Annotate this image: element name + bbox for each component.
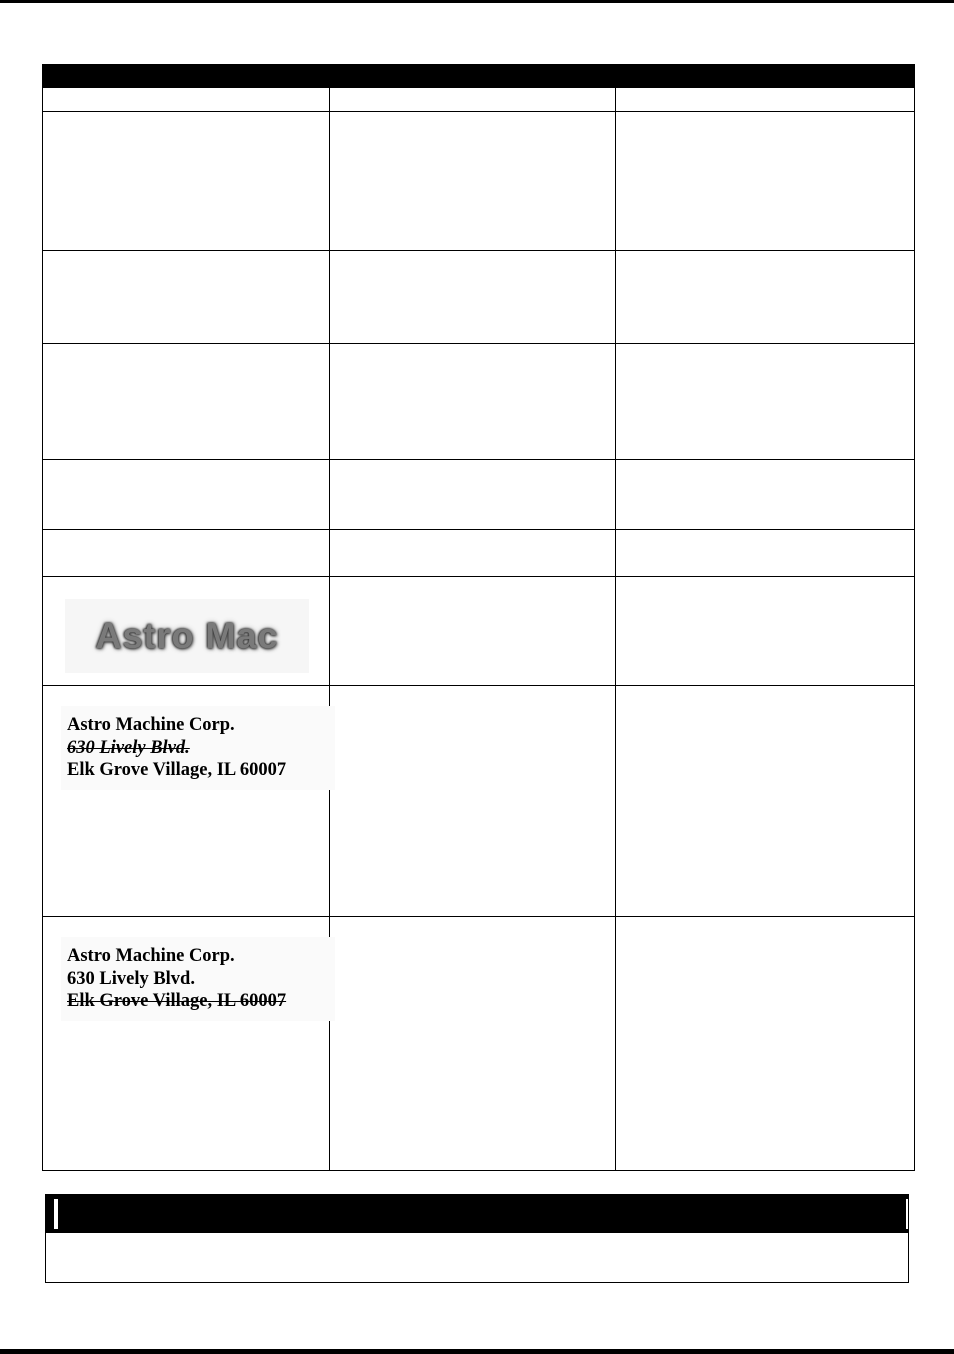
table-row	[43, 88, 915, 112]
table-row	[43, 530, 915, 577]
address-line-company: Astro Machine Corp.	[67, 715, 235, 735]
note-bar-notch	[54, 1199, 58, 1229]
address-line-city: Elk Grove Village, IL 60007	[67, 991, 287, 1011]
table-cell	[43, 460, 330, 530]
table-cell	[43, 88, 330, 112]
scratched-print-sample-cell	[43, 917, 330, 1171]
table-row	[43, 577, 915, 686]
table-row	[43, 112, 915, 251]
address-line-company: Astro Machine Corp.	[67, 946, 235, 966]
blurred-print-sample-cell	[43, 577, 330, 686]
scratched-address-sample	[61, 937, 335, 1021]
address-line-street: 630 Lively Blvd.	[67, 968, 195, 989]
table-cell	[330, 251, 616, 344]
table-cell	[616, 344, 915, 460]
table-cell	[616, 917, 915, 1171]
table-row	[43, 251, 915, 344]
top-rule	[0, 0, 954, 3]
table-cell	[616, 88, 915, 112]
address-line-city: Elk Grove Village, IL 60007	[67, 760, 287, 780]
table-cell	[330, 88, 616, 112]
table-cell	[330, 460, 616, 530]
table-cell	[43, 530, 330, 577]
table-row	[43, 686, 915, 917]
table-cell	[330, 686, 616, 917]
header-cell-left	[43, 65, 616, 88]
address-line-street: 630 Lively Blvd.	[67, 737, 190, 758]
table-cell	[616, 112, 915, 251]
table-header-row	[43, 65, 915, 88]
table-row	[43, 917, 915, 1171]
table-cell	[43, 112, 330, 251]
note-box	[45, 1194, 909, 1283]
table-cell	[330, 917, 616, 1171]
table-cell	[616, 686, 915, 917]
table-cell	[330, 112, 616, 251]
note-bar-notch-right	[906, 1199, 908, 1229]
table-row	[43, 460, 915, 530]
blurred-print-text: Astro Mac	[95, 615, 279, 656]
note-header-bar	[46, 1195, 908, 1233]
table-cell	[616, 251, 915, 344]
table-cell	[616, 577, 915, 686]
blurred-print-sample	[65, 599, 309, 673]
table-row	[43, 344, 915, 460]
header-cell-right	[616, 65, 915, 88]
troubleshooting-table	[42, 64, 915, 1171]
bottom-rule	[0, 1349, 954, 1354]
table-cell	[330, 530, 616, 577]
table-cell	[330, 577, 616, 686]
table-cell	[43, 344, 330, 460]
smeared-print-sample-cell	[43, 686, 330, 917]
table-cell	[43, 251, 330, 344]
table-cell	[616, 460, 915, 530]
table-cell	[616, 530, 915, 577]
smeared-address-sample	[61, 706, 335, 790]
table-cell	[330, 344, 616, 460]
